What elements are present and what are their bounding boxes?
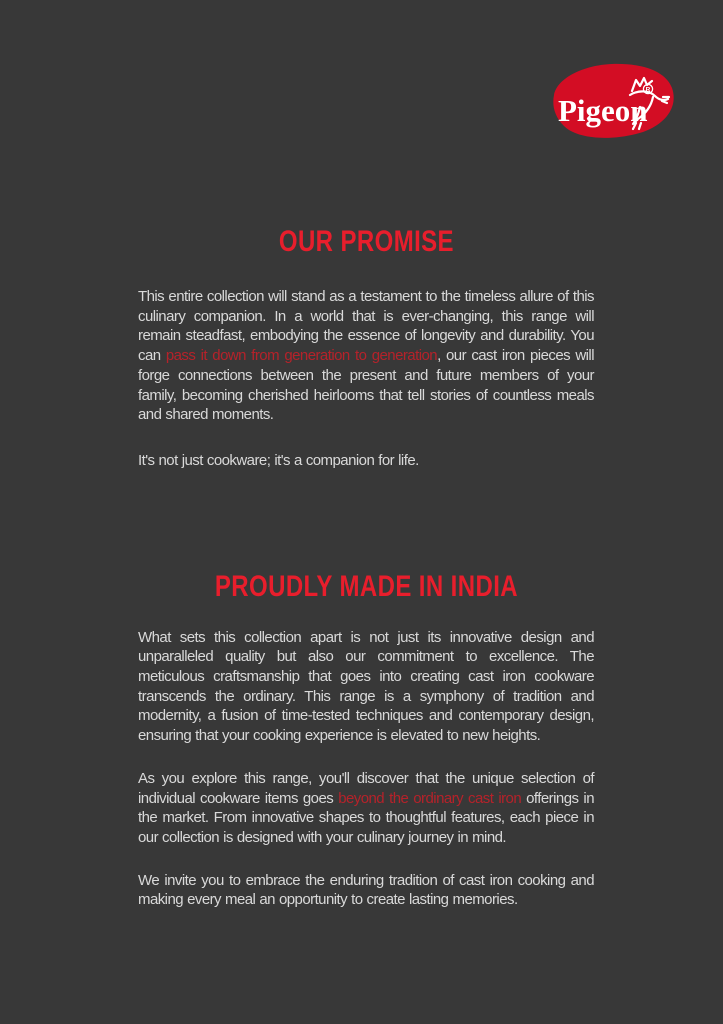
section-heading [138,227,594,257]
paragraph [138,871,594,910]
paragraph-text: This entire collection will stand as a testament to the timeless allure of this culinary companion. In a world that is ever-changing, this range will remain steadfast, embodying the essence of longevity and durability. You can [138,288,594,365]
section-heading-text: PROUDLY MADE IN INDIA [214,569,518,603]
paragraph-text: , our cast iron pieces will forge connections between the present and future members of your family, becoming cherished heirlooms that tell stories of countless meals and shared moments. [138,347,594,424]
section-india [138,569,595,910]
section-heading [138,569,594,603]
paragraph-text: It's not just cookware; it's a companion for life. [138,451,419,469]
highlighted-phrase: beyond the ordinary cast iron [338,789,522,807]
paragraph-text: offerings in the market. From innovative shapes to thoughtful features, each piece in our collection is designed with your culinary journey in mind. [138,789,595,846]
highlighted-phrase: pass it down from generation to generation [165,347,438,365]
registered-mark: R [645,86,651,94]
paragraph-text: As you explore this range, you'll discover that the unique selection of individual cookware items goes [138,769,594,807]
content-sections [138,0,594,910]
paragraph [138,628,594,746]
section-heading-text: OUR PROMISE [278,225,454,258]
paragraph [138,769,594,848]
paragraph-text: We invite you to embrace the enduring tradition of cast iron cooking and making every meal an opportunity to create lasting memories. [138,871,594,909]
paragraph-text: What sets this collection apart is not just its innovative design and unparalleled quality but also our commitment to excellence. The meticulous craftsmanship that goes into creating cast iron cookware transcends the ordinary. This range is a symphony of tradition and modernity, a fusion of time-tested techniques and contemporary design, ensuring that your cooking experience is elevated to new heights. [138,628,594,745]
paragraph [138,287,594,425]
paragraph [138,451,594,471]
section-promise [138,227,594,471]
logo-wordmark: Pigeon [558,93,648,128]
